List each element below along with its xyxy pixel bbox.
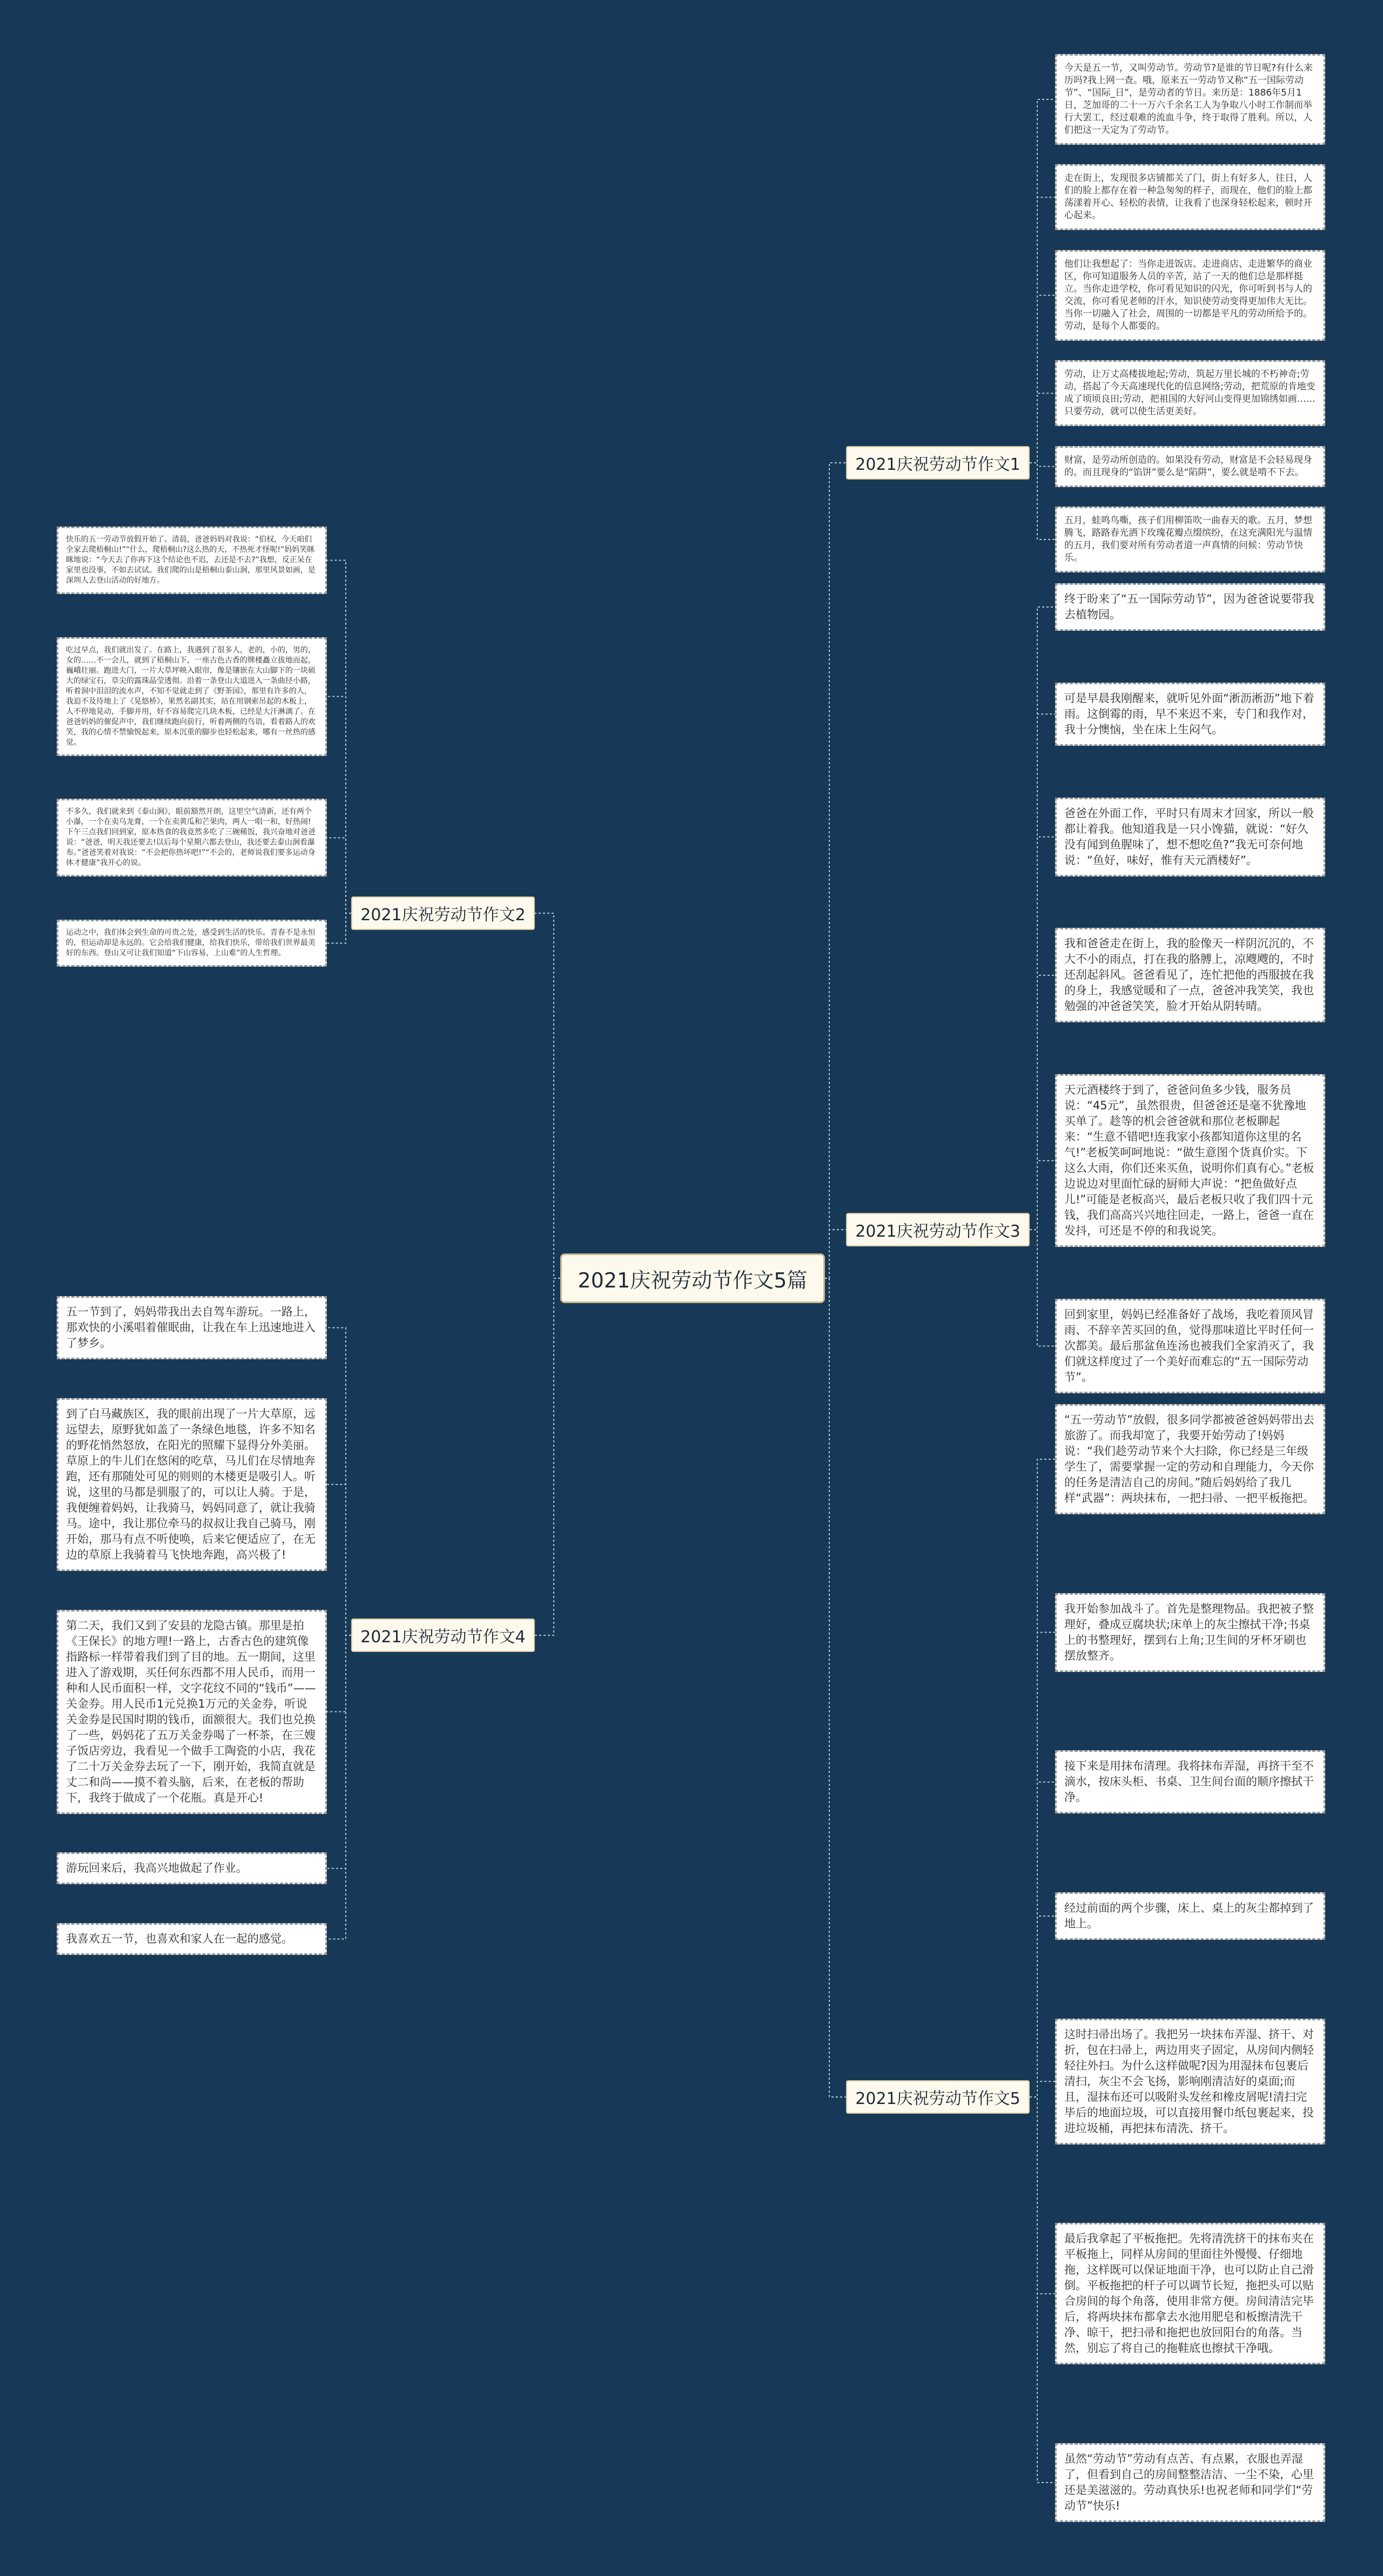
leaf-connector <box>1030 463 1055 467</box>
leaf-connector <box>327 1485 351 1635</box>
leaf-connector <box>1030 197 1055 463</box>
leaf-connector <box>1030 393 1055 463</box>
leaf-paragraph: 第二天，我们又到了安县的龙隐古镇。那里是拍《王保长》的地方哩!一路上，古香古色的建筑像指路标一样带着我们到了目的地。五一期间，这里进入了游戏期，买任何东西都不用人民币，而用一种和人民币面积一样，文字花纹不同的“钱币”——关金券。用人民币1元兑换1万元的关金券，听说关金券是民国时期的钱币，面额很大。我们也兑换了一些，妈妈花了五万关金券喝了一杯茶，在三嫂子饭店旁边，我看见一个做手工陶瓷的小店，我花了二十万关金券去玩了一下，刚开始，我简直就是丈二和尚——摸不着头脑，后来，在老板的帮助下，我终于做成了一个花瓶。真是开心! <box>57 1610 327 1814</box>
branch-essay-1[interactable]: 2021庆祝劳动节作文1 <box>846 446 1030 480</box>
leaf-paragraph: 吃过早点，我们就出发了。在路上，我遇到了很多人，老的，小的，男的，女的……不一会儿，就到了梧桐山下，一座古色古香的牌楼矗立拔地而起，巍峨壮丽。跑进大门，一片大草坪映入眼帘，像是镶嵌在大山脚下的一块硕大的绿宝石，草尖的露珠晶莹透彻。沿着一条登山大道进入一条曲径小路，听着洞中泪泪的流水声，不知不觉就走到了《野茶园》，那里有许多的人，我迫不及待地上了《晃悠桥》，果然名副其实，站在用钢索吊起的木板上，人不停地晃动，手脚并用，好不容易爬完几块木板，已经是大汗淋漓了。在爸爸妈妈的催促声中，我们继续跑向前行，听着两侧的鸟语，看着路人的欢笑，我的心情不禁愉悦起来，原本沉重的脚步也轻松起来，哪有一丝热的感觉。 <box>57 637 327 756</box>
leaf-paragraph: 可是早晨我刚醒来，就听见外面“淅沥淅沥”地下着雨。这倒霉的雨，早不来迟不来，专门和我作对，我十分懊恼，坐在床上生闷气。 <box>1055 683 1325 746</box>
leaf-connector <box>327 561 351 914</box>
leaf-paragraph: 接下来是用抹布清理。我将抹布弄湿，再挤干至不滴水，按床头柜、书桌、卫生间台面的顺序擦拭干净。 <box>1055 1750 1325 1813</box>
leaf-paragraph: 今天是五一节，又叫劳动节。劳动节?是谁的节日呢?有什么来历吗?我上网一查。哦，原来五一劳动节又称“五一国际劳动节”、“国际_日”，是劳动者的节日。来历是：1886年5月1日，芝加哥的二十一万六千余名工人为争取八小时工作制而举行大罢工，经过艰难的流血斗争，终于取得了胜利。所以，人们把这一天定为了劳动节。 <box>1055 54 1325 145</box>
leaf-connector <box>1030 295 1055 463</box>
leaf-connector <box>1030 607 1055 1230</box>
leaf-connector <box>327 838 351 913</box>
leaf-paragraph: 五月，蛙鸣鸟嘶，孩子们用柳笛吹一曲春天的歌。五月，梦想腾飞，路路春光洒下玫瑰花瓣点缀缤纷，在这充满阳光与温情的五月，我们要对所有劳动者道一声真情的问候：劳动节快乐。 <box>1055 507 1325 572</box>
leaf-connector <box>1030 1633 1055 2097</box>
leaf-connector <box>1030 1161 1055 1230</box>
leaf-connector <box>1030 837 1055 1230</box>
leaf-paragraph: 走在街上，发现很多店铺都关了门，街上有好多人，往日，人们的脸上都存在着一种急匆匆的样子，而现在，他们的脸上都荡漾着开心、轻松的表情，让我看了也深身轻松起来，顿时开心起来。 <box>1055 164 1325 230</box>
leaf-paragraph: 终于盼来了“五一国际劳动节”，因为爸爸说要带我去植物园。 <box>1055 583 1325 631</box>
branch-essay-3[interactable]: 2021庆祝劳动节作文3 <box>846 1213 1030 1246</box>
leaf-paragraph: 财富，是劳动所创造的。如果没有劳动，财富是不会轻易现身的。而且现身的“馅饼”要么是“陷阱”，要么就是啃不下去。 <box>1055 446 1325 487</box>
leaf-paragraph: 不多久，我们就来到《泰山涧》，眼前豁然开朗，这里空气清新，还有两个小瀑，一个在卖乌龙膏，一个在卖黄瓜和芒果肉，两人一唱一和，好热闹!下午三点我们回到家，原本热食的我竟然多吃了三碗稀饭，我兴奋地对爸爸说：“爸爸，明天我还要去!以后每个星期六都去登山，我还要去泰山涧看瀑布。”爸爸笑着对我说：“不会把你热坏吧!”“不会的，老师说我们要多运动身体才健康”我开心的说。 <box>57 799 327 876</box>
leaf-connector <box>1030 1916 1055 2097</box>
leaf-paragraph: 快乐的五一劳动节放假开始了。清晨，爸爸妈妈对我说：“伯权，今天咱们全家去爬梧桐山!”“什么，爬梧桐山?这么热的天，不热死才怪呢!”妈妈笑眯眯地说：“今天去了你再下这个结论也不迟，去还是不去?”我想，反正呆在家里也没事，不如去试试。我们爬的山是梧桐山泰山涧，那里风景如画，是深圳人去登山活动的好地方。 <box>57 527 327 594</box>
leaf-paragraph: 到了白马藏族区，我的眼前出现了一片大草原，远远望去，原野犹如盖了一条绿色地毯，许多不知名的野花悄然怒放，在阳光的照耀下显得分外美丽。草原上的牛儿们在悠闲的吃草，马儿们在尽情地奔跑，还有那随处可见的则则的木楼更是吸引人。听说，这里的马都是驯服了的，可以让人骑。于是，我便缠着妈妈，让我骑马，妈妈同意了，就让我骑马。途中，我让那位牵马的叔叔让我自己骑马，刚开始，那马有点不听使唤，后来它便适应了，在无边的草原上我骑着马飞快地奔跑，高兴极了! <box>57 1398 327 1571</box>
leaf-paragraph: 天元酒楼终于到了，爸爸问鱼多少钱，服务员说：“45元”，虽然很贵，但爸爸还是毫不犹豫地买单了。趁等的机会爸爸就和那位老板聊起来：“生意不错吧!连我家小孩都知道你这里的名气!”老板笑呵呵地说：“做生意图个货真价实。下这么大雨，你们还来买鱼，说明你们真有心。”老板边说边对里面忙碌的厨师大声说：“把鱼做好点儿!”可能是老板高兴，最后老板只收了我们四十元钱，我们高高兴兴地往回走，一路上，爸爸一直在发抖，可还是不停的和我说笑。 <box>1055 1074 1325 1247</box>
branch-connector <box>825 1278 846 2097</box>
leaf-connector <box>1030 714 1055 1230</box>
leaf-paragraph: 游玩回来后，我高兴地做起了作业。 <box>57 1852 327 1884</box>
leaf-connector <box>1030 2081 1055 2097</box>
leaf-connector <box>1030 2097 1055 2483</box>
leaf-connector <box>1030 463 1055 540</box>
leaf-connector <box>327 697 351 913</box>
leaf-paragraph: 回到家里，妈妈已经准备好了战场，我吃着顶风冒雨、不辞辛苦买回的鱼，觉得那味道比平时任何一次都美。最后那盆鱼连汤也被我们全家消灭了，我们就这样度过了一个美好而难忘的“五一国际劳动节”。 <box>1055 1299 1325 1393</box>
branch-essay-5[interactable]: 2021庆祝劳动节作文5 <box>846 2080 1030 2114</box>
branch-connector <box>535 913 560 1278</box>
leaf-paragraph: 他们让我想起了：当你走进饭店、走进商店、走进繁华的商业区，你可知道服务人员的辛苦，站了一天的他们总是那样挺立。当你走进学校，你可看见知识的闪光，你可听到书与人的交流，你可看见老师的汗水，知识使劳动变得更加伟大无比。当你一切融入了社会，周围的一切都是平凡的劳动所给予的。劳动，是每个人都要的。 <box>1055 250 1325 341</box>
leaf-paragraph: 经过前面的两个步骤，床上、桌上的灰尘都掉到了地上。 <box>1055 1892 1325 1940</box>
leaf-connector <box>327 1635 351 1869</box>
leaf-paragraph: 我开始参加战斗了。首先是整理物品。我把被子整理好，叠成豆腐块状;床单上的灰尘擦拭干净;书桌上的书整理好，摆到右上角;卫生间的牙杯牙刷也摆放整齐。 <box>1055 1593 1325 1672</box>
leaf-connector <box>327 913 351 943</box>
root-topic[interactable]: 2021庆祝劳动节作文5篇 <box>560 1253 825 1303</box>
leaf-connector <box>1030 1230 1055 1346</box>
leaf-connector <box>327 1328 351 1636</box>
leaf-connector <box>1030 99 1055 463</box>
leaf-paragraph: 虽然“劳动节”劳动有点苦、有点累，衣服也弄湿了，但看到自己的房间整整洁洁、一尘不染，心里还是美滋滋的。劳动真快乐!也祝老师和同学们“劳动节”快乐! <box>1055 2443 1325 2522</box>
leaf-paragraph: 这时扫帚出场了。我把另一块抹布弄湿、挤干、对折，包在扫帚上，两边用夹子固定，从房间内侧轻轻往外扫。为什么这样做呢?因为用湿抹布包裹后清扫，灰尘不会飞扬，影响刚清洁好的桌面;而且，湿抹布还可以吸附头发丝和橡皮屑呢!清扫完毕后的地面垃圾，可以直接用餐巾纸包裹起来，投进垃圾桶，再把抹布清洗、挤干。 <box>1055 2019 1325 2145</box>
branch-connector <box>535 1278 560 1635</box>
leaf-connector <box>1030 975 1055 1230</box>
branch-essay-4[interactable]: 2021庆祝劳动节作文4 <box>351 1619 535 1652</box>
branch-connector <box>825 463 846 1278</box>
leaf-connector <box>327 1635 351 1939</box>
leaf-paragraph: 爸爸在外面工作，平时只有周末才回家，所以一般都让着我。他知道我是一只小馋猫，就说：“好久没有闻到鱼腥味了，想不想吃鱼?”我无可奈何地说：“鱼好，味好，惟有天元酒楼好”。 <box>1055 798 1325 876</box>
leaf-paragraph: 我喜欢五一节，也喜欢和家人在一起的感觉。 <box>57 1923 327 1955</box>
branch-connector <box>825 1230 846 1278</box>
leaf-connector <box>327 1635 351 1712</box>
leaf-connector <box>1030 2097 1055 2294</box>
leaf-connector <box>1030 1459 1055 2097</box>
leaf-paragraph: 五一节到了，妈妈带我出去自驾车游玩。一路上，那欢快的小溪唱着催眠曲，让我在车上迅速地进入了梦乡。 <box>57 1296 327 1359</box>
branch-essay-2[interactable]: 2021庆祝劳动节作文2 <box>351 896 535 930</box>
leaf-paragraph: “五一劳动节”放假，很多同学都被爸爸妈妈带出去旅游了。而我却宽了，我要开始劳动了!妈妈说：“我们趁劳动节来个大扫除，你已经是三年级学生了，需要掌握一定的劳动和自理能力，今天你的任务是清洁自己的房间。”随后妈妈给了我几样“武器”：两块抹布，一把扫帚、一把平板拖把。 <box>1055 1404 1325 1514</box>
leaf-paragraph: 最后我拿起了平板拖把。先将清洗挤干的抹布夹在平板拖上，同样从房间的里面往外慢慢、仔细地拖，这样既可以保证地面干净，也可以防止自己滑倒。平板拖把的杆子可以调节长短，拖把头可以贴合房间的每个角落，使用非常方便。房间清洁完毕后，将两块抹布都拿去水池用肥皂和板擦清洗干净、晾干，把扫帚和拖把也放回阳台的角落。当然，别忘了将自己的拖鞋底也擦拭干净哦。 <box>1055 2223 1325 2364</box>
leaf-paragraph: 我和爸爸走在街上，我的脸像天一样阴沉沉的，不大不小的雨点，打在我的胳膊上，凉飕飕的，不时还刮起斜风。爸爸看见了，连忙把他的西服披在我的身上，我感觉暖和了一点，爸爸冲我笑笑，我也勉强的冲爸爸笑笑，脸才开始从阴转晴。 <box>1055 928 1325 1022</box>
leaf-paragraph: 劳动，让万丈高楼拔地起;劳动，筑起万里长城的不朽神奇;劳动，搭起了今天高速现代化的信息网络;劳动，把荒原的肯地变成了顷顷良田;劳动，把祖国的大好河山变得更加锦绣如画……只要劳动，就可以使生活更美好。 <box>1055 360 1325 426</box>
leaf-connector <box>1030 1782 1055 2097</box>
leaf-paragraph: 运动之中，我们体会到生命的可贵之处，感受到生活的快乐。青春不是永恒的，但运动却是永远的。它会给我们健康，给我们快乐，带给我们世界最美好的东西。登山又可让我们知道“下山容易，上山难”的人生哲理。 <box>57 920 327 967</box>
